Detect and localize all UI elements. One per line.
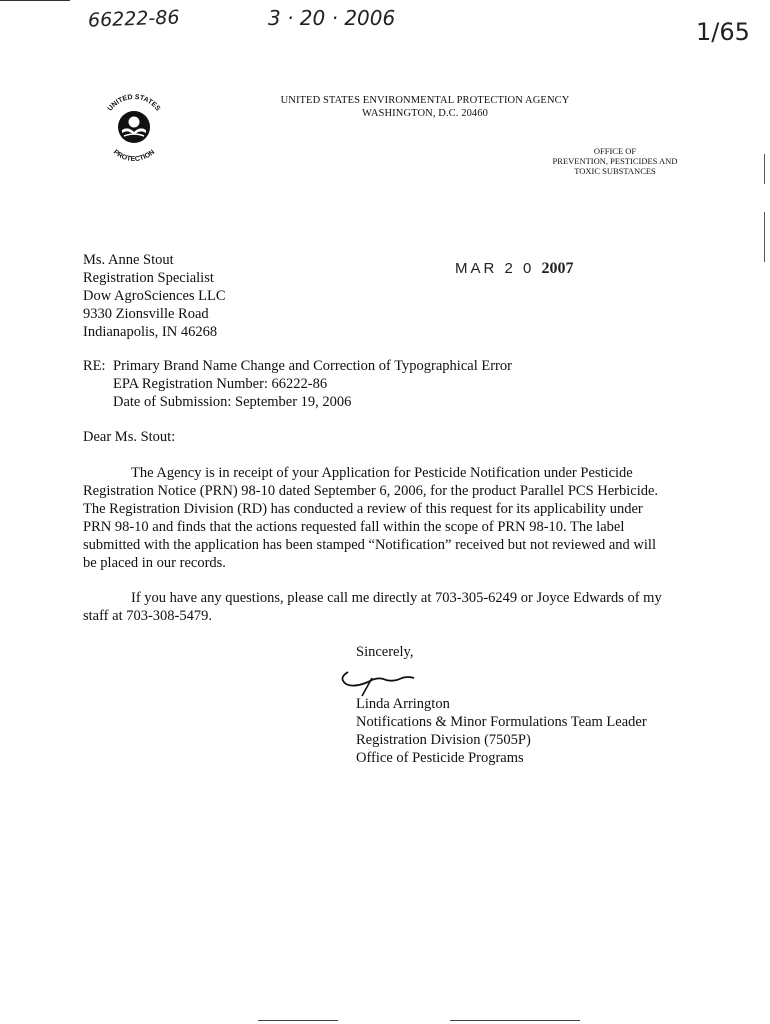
scan-mark-2 <box>764 212 765 262</box>
bottom-rule-left <box>258 1020 338 1021</box>
body-paragraph-2 <box>83 589 669 625</box>
signer-division: Registration Division (7505P) <box>356 732 531 748</box>
recipient-name: Ms. Anne Stout <box>83 252 174 268</box>
handwritten-date: 3 · 20 · 2006 <box>268 6 396 30</box>
top-rule <box>0 0 70 1</box>
epa-seal-graphic <box>93 86 175 168</box>
office-line-3: TOXIC SUBSTANCES <box>574 166 656 176</box>
re-registration-number: EPA Registration Number: 66222-86 <box>113 376 328 392</box>
paragraph-2-text: If you have any questions, please call me directly at 703-305-6249 or Joyce Edwards of my staff at 703-308-5479. <box>83 590 662 624</box>
bottom-rule-right <box>450 1020 580 1021</box>
office-line-2: PREVENTION, PESTICIDES AND <box>552 156 678 166</box>
stamp-year: 2007 <box>541 260 574 277</box>
body-paragraph-1 <box>83 464 669 572</box>
recipient-title: Registration Specialist <box>83 270 214 286</box>
re-subject: Primary Brand Name Change and Correction of Typographical Error <box>113 358 512 374</box>
date-stamp <box>455 260 574 278</box>
svg-text:PROTECTION <box>112 149 156 163</box>
closing: Sincerely, <box>356 644 414 660</box>
re-label: RE: <box>83 358 106 374</box>
office-block <box>520 146 710 176</box>
recipient-city: Indianapolis, IN 46268 <box>83 324 218 340</box>
handwritten-reg-number: 66222-86 <box>87 6 180 32</box>
scan-mark-1 <box>764 154 765 184</box>
salutation: Dear Ms. Stout: <box>83 429 176 445</box>
recipient-address <box>83 251 226 341</box>
agency-city: WASHINGTON, D.C. 20460 <box>362 108 488 119</box>
recipient-street: 9330 Zionsville Road <box>83 306 209 322</box>
letterhead <box>230 94 620 120</box>
epa-seal <box>93 86 175 168</box>
signer-title: Notifications & Minor Formulations Team Leader <box>356 714 647 730</box>
office-line-1: OFFICE OF <box>593 146 637 156</box>
paragraph-1-text: The Agency is in receipt of your Application for Pesticide Notification under Pesticide Registration Notice (PRN) 98-10 dated September 6, 2006, for the product Parallel PCS Herbicide. The Registration Division (RD) has conducted a review of this request for its applicability under PRN 98-10 and finds that the actions requested fall within the scope of PRN 98-10. The label submitted with the application has been stamped “Notification” received but not reviewed and will be placed in our records. <box>83 465 659 571</box>
recipient-company: Dow AgroSciences LLC <box>83 288 226 304</box>
re-block <box>83 357 683 411</box>
stamp-month-day: MAR 2 0 <box>455 260 535 277</box>
re-submission-date: Date of Submission: September 19, 2006 <box>113 394 352 410</box>
seal-bottom-text: PROTECTION <box>111 148 157 164</box>
handwritten-page-count: 1/65 <box>696 18 750 46</box>
agency-name: UNITED STATES ENVIRONMENTAL PROTECTION AGENCY <box>280 95 570 106</box>
signature-block <box>356 695 647 767</box>
signer-office: Office of Pesticide Programs <box>356 750 524 766</box>
signer-name: Linda Arrington <box>356 696 450 712</box>
seal-top-text: UNITED STATES <box>106 93 162 113</box>
svg-text:UNITED STATES <box>107 94 162 113</box>
